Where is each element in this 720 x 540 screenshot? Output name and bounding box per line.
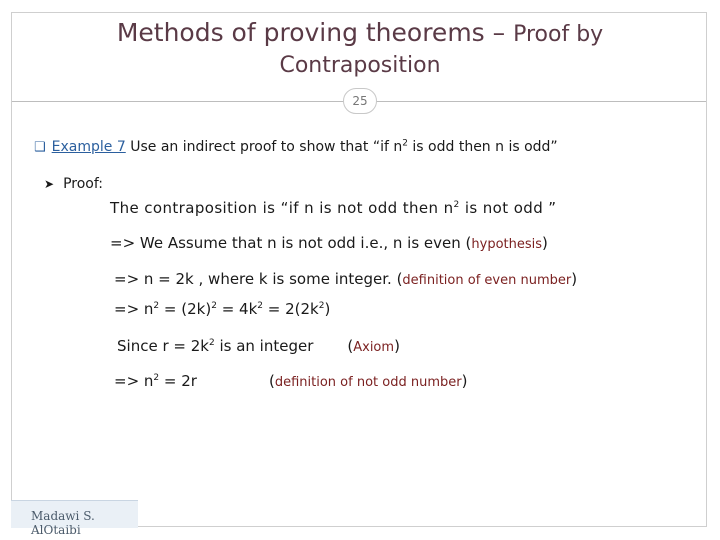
slide-title: Methods of proving theorems – Proof by xyxy=(116,18,604,47)
proof-line-since: Since $r = 2k^2$ is an integer (Axiom) xyxy=(117,337,400,355)
arrow-bullet-icon: ➤ xyxy=(44,177,55,191)
note-definition-not-odd: definition of not odd number xyxy=(274,375,462,390)
proof-line-assume: => We Assume that n is not odd i.e., n is even (hypothesis) xyxy=(110,234,548,252)
example-label: Example 7 xyxy=(51,139,126,155)
note-axiom: Axiom xyxy=(353,340,395,355)
proof-line-conclusion: => $n^2 = 2r$ (definition of not odd number) xyxy=(114,372,468,390)
footer-author: Madawi S. AlOtaibi xyxy=(31,509,95,537)
page-number-badge: 25 xyxy=(343,88,377,114)
slide-title-line2: Contraposition xyxy=(279,53,441,78)
proof-label: Proof: xyxy=(63,176,103,192)
proof-line-even: => n = 2k , where k is some integer. (definition of even number) xyxy=(114,270,578,288)
footer-author-box xyxy=(11,500,138,537)
proof-line-square: => $n^2 = (2k)^2 = 4k^2 = 2(2k^2)$ xyxy=(114,300,331,318)
proof-line-contraposition: The contraposition is “if n is not odd then $n^2$ is not odd ” xyxy=(110,199,557,217)
note-definition-even: definition of even number xyxy=(402,273,572,288)
example-line: ❑ Example 7 Use an indirect proof to show that “if $n^2$ is odd then n is odd” xyxy=(34,138,558,155)
note-hypothesis: hypothesis xyxy=(471,237,543,252)
slide-title-tail: Proof by xyxy=(513,22,604,47)
proof-heading xyxy=(44,176,103,192)
checkbox-bullet-icon: ❑ xyxy=(34,140,46,155)
